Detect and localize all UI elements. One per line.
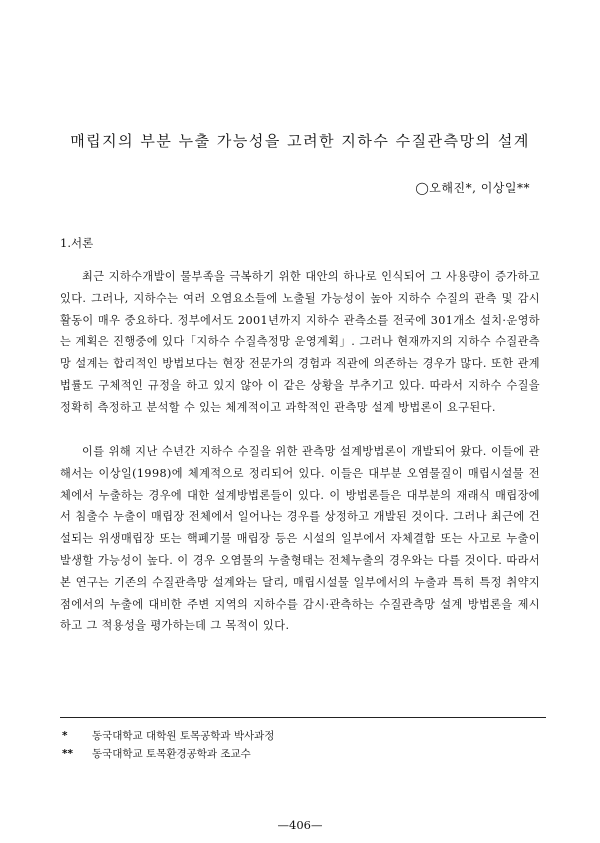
footnote-mark: ** xyxy=(62,748,73,760)
body-paragraph-2-block xyxy=(60,441,540,637)
footnote-text: 동국대학교 대학원 토목공학과 박사과정 xyxy=(92,730,275,742)
page-number: —406— xyxy=(277,818,323,832)
body-paragraph: 최근 지하수개발이 물부족을 극복하기 위한 대안의 하나로 인식되어 그 사용량이 증가하고 있다. 그러나, 지하수는 여러 오염요소들에 노출될 가능성이 높아 지하수 수질의 관측 및 감시 활동이 매우 중요하다. 정부에서도 2001년까지 지하수 관측소를 전국에 301개소 설치·운영하는 계획은 진행중에 있다「지하수 수질측정망 운영계획」. 그러나 현재까지의 지하수 수질관측망 설계는 합리적인 방법보다는 현장 전문가의 경험과 직관에 의존하는 경우가 많다. 또한 관계법률도 구체적인 규정을 하고 있지 않아 이 같은 상황을 부추기고 있다. 따라서 지하수 수질을 정확히 측정하고 분석할 수 있는 체계적이고 과학적인 관측망 설계 방법론이 요구된다. xyxy=(60,270,540,414)
footnote-1 xyxy=(62,728,274,743)
footnote-divider xyxy=(60,717,546,718)
section-heading: 1.서론 xyxy=(60,236,94,250)
author-line: ◯오해진*, 이상일** xyxy=(415,181,530,195)
body-paragraph-1-block xyxy=(60,266,540,419)
paper-title: 매립지의 부분 누출 가능성을 고려한 지하수 수질관측망의 설계 xyxy=(70,132,530,150)
body-paragraph: 이를 위해 지난 수년간 지하수 수질을 위한 관측망 설계방법론이 개발되어 왔다. 이들에 관해서는 이상일(1998)에 체계적으로 정리되어 있다. 이들은 대부분 오염물질이 매립시설물 전체에서 누출하는 경우에 대한 설계방법론들이 있다. 이 방법론들은 대부분의 재래식 매립장에서 침출수 누출이 매립장 전체에서 일어나는 경우를 상정하고 개발된 것이다. 그러나 최근에 건설되는 위생매립장 또는 핵폐기물 매립장 등은 시설의 일부에서 자체결함 또는 사고로 누출이 발생할 가능성이 높다. 이 경우 오염물의 누출형태는 전체누출의 경우와는 다를 것이다. 따라서 본 연구는 기존의 수질관측망 설계와는 달리, 매립시설물 일부에서의 누출과 특히 특정 취약지점에서의 누출에 대비한 주변 지역의 지하수를 감시·관측하는 수질관측망 설계 방법론을 제시하고 그 적용성을 평가하는데 그 목적이 있다. xyxy=(60,445,540,633)
footnote-text: 동국대학교 토목환경공학과 조교수 xyxy=(92,748,251,760)
footnote-2 xyxy=(62,746,251,761)
footnote-mark: * xyxy=(62,730,68,742)
